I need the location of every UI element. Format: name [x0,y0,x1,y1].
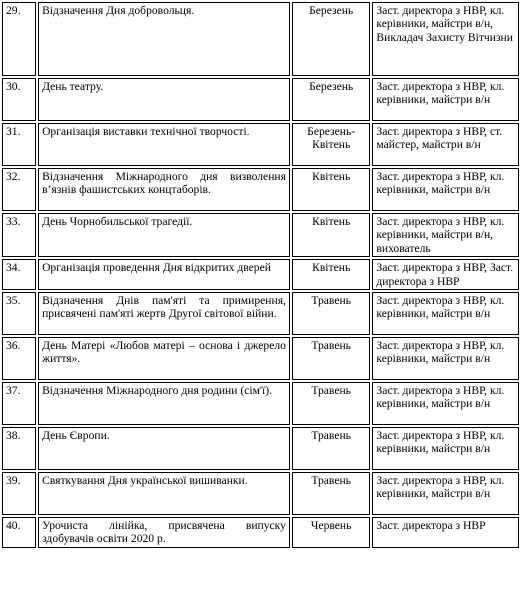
date-cell: Травень [292,337,370,380]
responsible-cell: Заст. директора з НВР, кл. керівники, майстри в/н [372,78,519,121]
row-number-cell: 37. [2,382,36,425]
row-number-cell: 31. [2,123,36,166]
responsible-cell: Заст. директора з НВР, кл. керівники, майстри в/н [372,292,519,335]
event-cell: День Матері «Любов матері – основа і джерело життя». [38,337,290,380]
table-row [2,517,519,548]
table-row [2,213,519,257]
responsible-cell: Заст. директора з НВР, кл. керівники, майстри в/н [372,337,519,380]
table-row [2,78,519,121]
row-number-cell: 40. [2,517,36,548]
table-row [2,123,519,166]
date-cell: Березень [292,78,370,121]
row-number-cell: 32. [2,168,36,211]
responsible-cell: Заст. директора з НВР, кл. керівники, майстри в/н [372,382,519,425]
responsible-cell: Заст. директора з НВР, ст. майстер, майстри в/н [372,123,519,166]
date-cell: Квітень [292,168,370,211]
table-row [2,168,519,211]
date-cell: Квітень [292,213,370,257]
responsible-cell: Заст. директора з НВР, кл. керівники, майстри в/н, Викладач Захисту Вітчизни [372,2,519,76]
row-number-cell: 34. [2,259,36,290]
date-cell: Березень [292,2,370,76]
event-cell: День Європи. [38,427,290,470]
responsible-cell: Заст. директора з НВР, кл. керівники, майстри в/н, вихователь [372,213,519,257]
date-cell: Березень-Квітень [292,123,370,166]
responsible-cell: Заст. директора з НВР [372,517,519,548]
event-cell: Відзначення Міжнародного дня родини (сім'ї). [38,382,290,425]
responsible-cell: Заст. директора з НВР, кл. керівники, майстри в/н [372,168,519,211]
row-number-cell: 36. [2,337,36,380]
event-cell: Відзначення Днів пам'яті та примирення, присвячені пам'яті жертв Другої світової війни. [38,292,290,335]
responsible-cell: Заст. директора з НВР, Заст. директора з НВР [372,259,519,290]
date-cell: Травень [292,292,370,335]
event-cell: День театру. [38,78,290,121]
event-cell: Святкування Дня української вишиванки. [38,472,290,515]
row-number-cell: 30. [2,78,36,121]
row-number-cell: 39. [2,472,36,515]
date-cell: Травень [292,427,370,470]
table-row [2,472,519,515]
row-number-cell: 29. [2,2,36,76]
table-row [2,382,519,425]
responsible-cell: Заст. директора з НВР, кл. керівники, майстри в/н [372,472,519,515]
table-row [2,2,519,76]
event-cell: Організація виставки технічної творчості. [38,123,290,166]
event-cell: Урочиста лінійка, присвячена випуску здобувачів освіти 2020 р. [38,517,290,548]
date-cell: Червень [292,517,370,548]
row-number-cell: 33. [2,213,36,257]
event-cell: Відзначення Міжнародного дня визволення в’язнів фашистських концтаборів. [38,168,290,211]
event-cell: Відзначення Дня добровольця. [38,2,290,76]
event-cell: Організація проведення Дня відкритих дверей [38,259,290,290]
responsible-cell: Заст. директора з НВР, кл. керівники, майстри в/н [372,427,519,470]
table-row [2,292,519,335]
date-cell: Травень [292,472,370,515]
event-cell: День Чорнобильської трагедії. [38,213,290,257]
date-cell: Квітень [292,259,370,290]
row-number-cell: 38. [2,427,36,470]
date-cell: Травень [292,382,370,425]
table-row [2,427,519,470]
table-row [2,337,519,380]
row-number-cell: 35. [2,292,36,335]
table-row [2,259,519,290]
